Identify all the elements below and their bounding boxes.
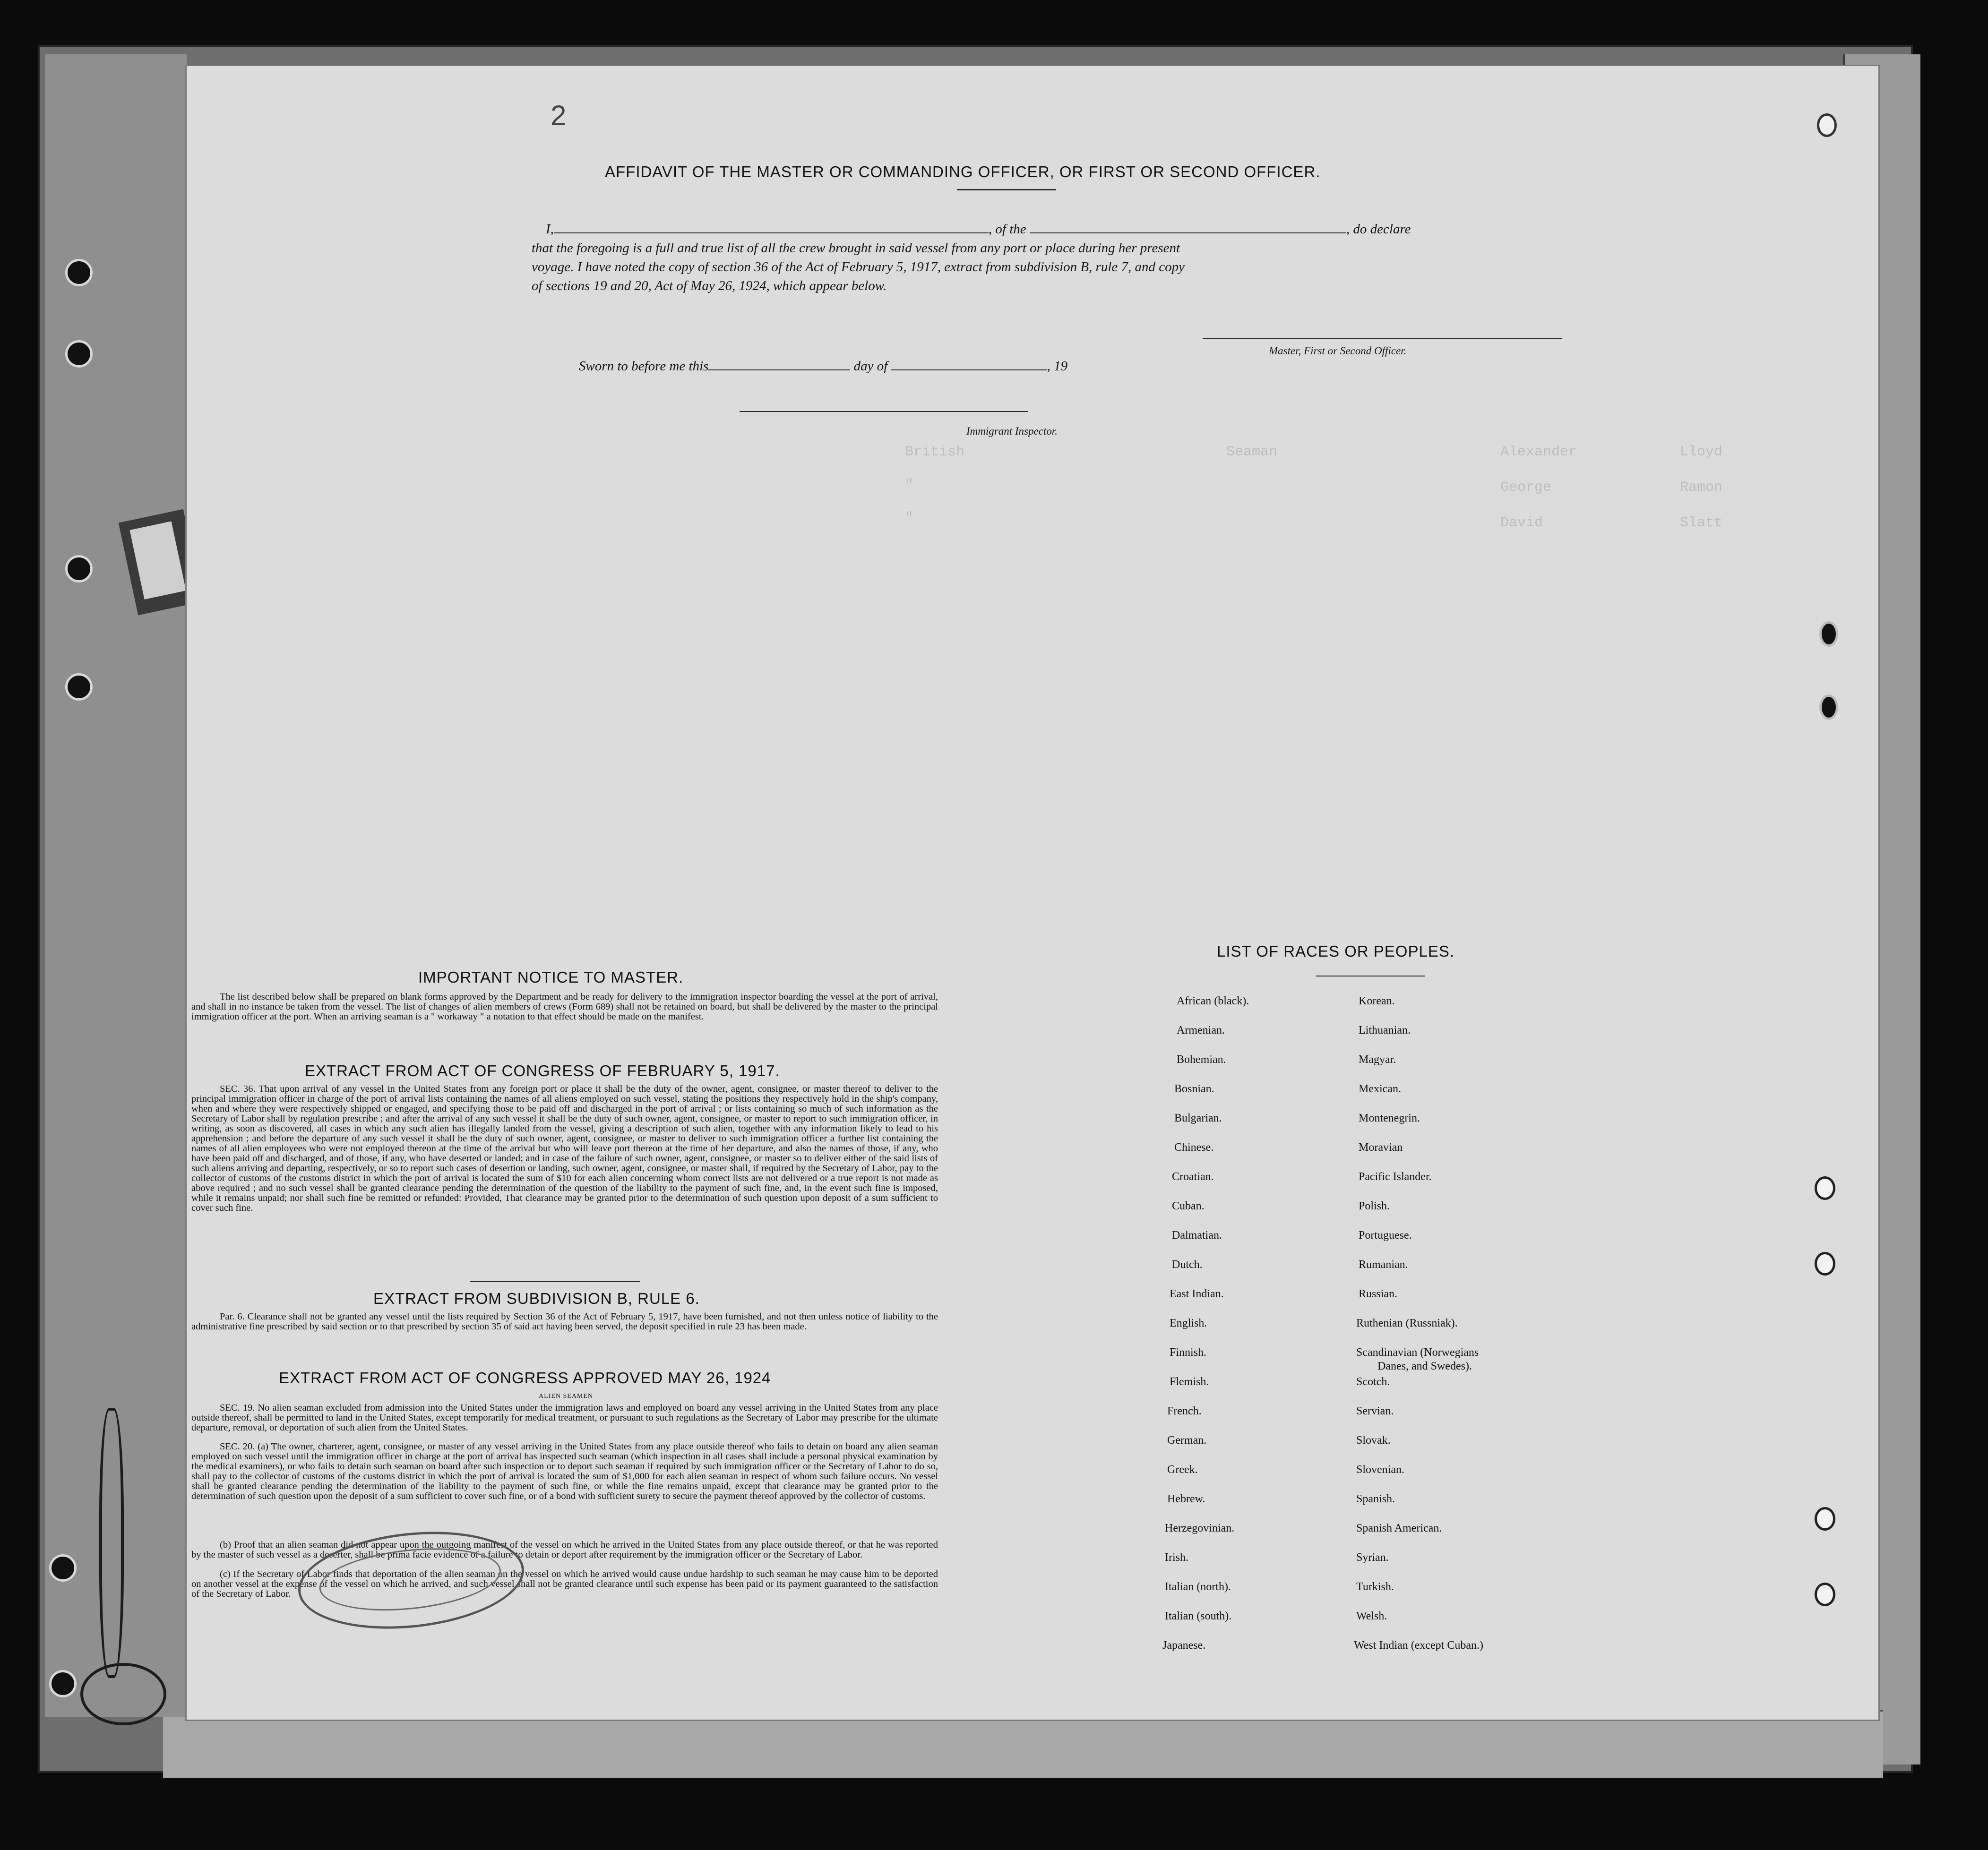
- page-number-mark: 2: [551, 100, 567, 131]
- race-item: Cuban.: [1172, 1200, 1205, 1212]
- binder-hole: [1815, 1252, 1835, 1276]
- document-sheet: [187, 66, 1878, 1720]
- race-item: Turkish.: [1356, 1581, 1394, 1593]
- binder-hole: [1815, 1176, 1835, 1200]
- race-item: English.: [1170, 1317, 1207, 1329]
- extract-1924-subtitle: ALIEN SEAMEN: [539, 1393, 594, 1400]
- race-item: Russian.: [1359, 1288, 1398, 1300]
- race-item: Armenian.: [1177, 1024, 1225, 1036]
- race-item: Rumanian.: [1359, 1259, 1408, 1271]
- race-item: German.: [1167, 1434, 1207, 1447]
- race-item: Italian (south).: [1165, 1610, 1232, 1622]
- race-item: Croatian.: [1172, 1171, 1214, 1183]
- affidavit-line-3: voyage. I have noted the copy of section 36 of the Act of February 5, 1917, extract from subdivision B, rule 7, and copy: [532, 259, 1185, 274]
- race-item: Welsh.: [1356, 1610, 1387, 1622]
- bleed-through-text: ": [905, 510, 914, 526]
- affidavit-declare: , do declare: [1346, 222, 1411, 237]
- binder-hole: [65, 340, 93, 368]
- race-item: Spanish American.: [1356, 1522, 1442, 1534]
- race-item: Magyar.: [1359, 1053, 1396, 1066]
- race-item: Scandinavian (Norwegians: [1356, 1346, 1479, 1359]
- binder-hole: [49, 1670, 77, 1697]
- race-item: West Indian (except Cuban.): [1354, 1639, 1483, 1652]
- race-item: Ruthenian (Russniak).: [1356, 1317, 1458, 1329]
- race-item: Mexican.: [1359, 1083, 1401, 1095]
- race-item: Moravian: [1359, 1141, 1403, 1154]
- affidavit-line-4: of sections 19 and 20, Act of May 26, 1924, which appear below.: [532, 278, 887, 293]
- affidavit-of-the: , of the: [988, 222, 1026, 237]
- race-item: French.: [1167, 1405, 1202, 1417]
- bleed-through-text: George: [1500, 480, 1552, 496]
- affidavit-i: I,: [546, 222, 554, 237]
- vessel-blank: [1030, 220, 1346, 233]
- race-item: Montenegrin.: [1359, 1112, 1420, 1124]
- divider: [957, 189, 1056, 190]
- race-item: Servian.: [1356, 1405, 1394, 1417]
- master-signature-label: Master, First or Second Officer.: [1269, 345, 1407, 357]
- race-item: Flemish.: [1170, 1376, 1209, 1388]
- race-item: Spanish.: [1356, 1493, 1395, 1505]
- divider: [470, 1281, 640, 1282]
- extract-1917-title: EXTRACT FROM ACT OF CONGRESS OF FEBRUARY 5, 1917.: [305, 1062, 780, 1079]
- race-item: Chinese.: [1174, 1141, 1214, 1154]
- race-item: Italian (north).: [1165, 1581, 1231, 1593]
- inspector-line: [740, 411, 1028, 412]
- bleed-through-text: Ramon: [1680, 480, 1723, 496]
- binding-string: [80, 1663, 166, 1725]
- binder-hole: [1819, 694, 1838, 720]
- sec-20a-text: SEC. 20. (a) The owner, charterer, agent, consignee, or master of any vessel arriving in the United States from any place outside thereof who fails to detain on board any alien seaman employed on such vessel until the immigration officer in charge at the port of arrival has inspected such seaman (which inspection in all cases shall include a personal physical examination by the medical examiners), or who fails to detain such seaman on board after such inspection or to deport such seaman if required by such immigration officer or the Secretary of Labor to do so, shall pay to the collector of customs of the customs district in which the port of arrival is located the sum of $1,000 for each alien seaman in respect of whom such failure occurs. No vessel shall be granted clearance pending the determination of the liability to the payment of such fine, or while the fine remains unpaid, except that clearance may be granted prior to the determination of such question upon the deposit of a sum sufficient to cover such fine, or of a bond with sufficient surety to secure the payment thereof approved by the collector of customs.: [191, 1441, 938, 1501]
- race-item: Lithuanian.: [1359, 1024, 1411, 1036]
- race-item: Dutch.: [1172, 1259, 1203, 1271]
- bleed-through-text: British: [905, 444, 965, 460]
- race-item: Japanese.: [1162, 1639, 1206, 1652]
- extract-1917-text: SEC. 36. That upon arrival of any vessel in the United States from any foreign port or place it shall be the duty of the owner, agent, consignee, or master thereof to deliver to the principal immigration officer in charge of the port of arrival lists containing the names of all aliens employed on such vessel, stating the positions they respectively hold in the ship's company, when and where they were respectively shipped or engaged, and specifying those to be paid off and discharged in the port of arrival ; or lists containing so much of such information as the Secretary of Labor shall by regulation prescribe ; and after the arrival of any such vessel it shall be the duty of such owner, agent, consignee, or master to report to such immigration officer, in writing, as soon as discovered, all cases in which any such alien has illegally landed from the vessel, giving a description of such alien, together with any information likely to lead to his apprehension ; and before the departure of any such vessel it shall be the duty of such owner, agent, consignee, or master to deliver to such immigration officer a further list containing the names of all alien employees who were not employed thereon at the time of the arrival but who will leave port thereon at the time of her departure, and also the names of those, if any, who have been paid off and discharged, and of those, if any, who have deserted or landed; and in case of the failure of such owner, agent, consignee, or master so to deliver either of the said lists of such aliens arriving and departing, respectively, or so to report such cases of desertion or landing, such owner, agent, consignee, or master shall, if required by the Secretary of Labor, pay to the collector of customs of the customs district in which the port of arrival is located the sum of $10 for each alien concerning whom correct lists are not delivered or a true report is not made as above required ; and no such vessel shall be granted clearance pending the determination of the question of the liability to the payment of such fine, and, in the event such fine is imposed, while it remains unpaid; nor shall such fine be remitted or refunded: Provided, That clearance may be granted prior to the determination of such question upon deposit of a sum sufficient to cover such fine.: [191, 1084, 938, 1213]
- race-item: Slovak.: [1356, 1434, 1391, 1447]
- affidavit-line-1: [546, 220, 1411, 239]
- race-item: Portuguese.: [1359, 1229, 1412, 1242]
- race-item: Greek.: [1167, 1464, 1198, 1476]
- binder-hole: [65, 673, 93, 701]
- signature-line: [1203, 338, 1562, 339]
- affidavit-line-2: that the foregoing is a full and true list of all the crew brought in said vessel from any port or place during her present: [532, 240, 1180, 256]
- race-item: Finnish.: [1170, 1346, 1207, 1359]
- races-title: LIST OF RACES OR PEOPLES.: [1217, 942, 1455, 960]
- bleed-through-text: Slatt: [1680, 515, 1723, 531]
- race-item: African (black).: [1177, 995, 1249, 1007]
- race-item: Herzegovinian.: [1165, 1522, 1235, 1534]
- binder-hole: [1815, 1507, 1835, 1531]
- notice-text: The list described below shall be prepared on blank forms approved by the Department and be ready for delivery to the immigration inspector boarding the vessel at the port of arrival, and shall in no instance be taken from the vessel. The list of changes of alien members of crews (Form 689) shall not be retained on board, but shall be delivered by the master to the principal immigration officer at the port. When an arriving seaman is a " workaway " a notation to that effect should be made on the manifest.: [191, 992, 938, 1022]
- binder-hole: [1819, 621, 1838, 647]
- race-item: Scotch.: [1356, 1376, 1390, 1388]
- race-item: Dalmatian.: [1172, 1229, 1222, 1242]
- binder-hole: [65, 259, 93, 286]
- race-item: Korean.: [1359, 995, 1395, 1007]
- bleed-through-text: Alexander: [1500, 444, 1577, 460]
- sec-20b-text: (b) Proof that an alien seaman did not appear upon the outgoing manifest of the vessel on which he arrived in the United States from any place outside thereof, or that he was reported by the master of such vessel as a deserter, shall be prima facie evidence of a failure to detain or deport after requirement by the immigration officer or the Secretary of Labor.: [191, 1540, 938, 1560]
- race-item: Bosnian.: [1174, 1083, 1214, 1095]
- sec-19-text: SEC. 19. No alien seaman excluded from admission into the United States under the immigration laws and employed on board any vessel arriving in the United States from any place outside thereof, shall be permitted to land in the United States, except temporarily for medical treatment, or pursuant to such regulations as the Secretary of Labor may prescribe for the ultimate departure, removal, or deportation of such alien from the United States.: [191, 1403, 938, 1433]
- race-item: Danes, and Swedes).: [1377, 1360, 1472, 1372]
- race-item: Syrian.: [1356, 1551, 1389, 1564]
- binder-hole: [1815, 1583, 1835, 1606]
- bleed-through-text: David: [1500, 515, 1543, 531]
- race-item: Slovenian.: [1356, 1464, 1404, 1476]
- race-item: East Indian.: [1170, 1288, 1224, 1300]
- binder-hole: [65, 555, 93, 582]
- notice-title: IMPORTANT NOTICE TO MASTER.: [418, 968, 684, 986]
- bleed-through-text: Seaman: [1226, 444, 1278, 460]
- extract-rule6-title: EXTRACT FROM SUBDIVISION B, RULE 6.: [373, 1290, 700, 1307]
- race-item: Bohemian.: [1177, 1053, 1226, 1066]
- bleed-through-text: ": [905, 477, 914, 493]
- extract-rule6-text: Par. 6. Clearance shall not be granted any vessel until the lists required by Section 36 of the Act of February 5, 1917, have been furnished, and not then unless notice of liability to the administrative fine prescribed by said section or to that prescribed by section 35 of said act having been served, the deposit specified in rule 23 has been made.: [191, 1311, 938, 1332]
- extract-1924-title: EXTRACT FROM ACT OF CONGRESS APPROVED MAY 26, 1924: [279, 1369, 771, 1387]
- inspector-label: Immigrant Inspector.: [966, 425, 1058, 437]
- page-stack-bottom: [163, 1710, 1883, 1778]
- affidavit-title: AFFIDAVIT OF THE MASTER OR COMMANDING OFFICER, OR FIRST OR SECOND OFFICER.: [605, 163, 1321, 180]
- sec-20c-text: (c) If the Secretary of Labor finds that deportation of the alien seaman on the vessel on which he arrived would cause undue hardship to such seaman he may cause him to be deported on another vessel at the expense of the vessel on which he arrived, and such vessel shall not be granted clearance until such expense has been paid or its payment guaranteed to the satisfaction of the Secretary of Labor.: [191, 1569, 938, 1599]
- race-item: Pacific Islander.: [1359, 1171, 1432, 1183]
- race-item: Bulgarian.: [1174, 1112, 1222, 1124]
- sworn-line: Sworn to before me this day of , 19: [579, 357, 1067, 376]
- binder-hole: [49, 1554, 77, 1582]
- binding-string: [99, 1408, 124, 1678]
- race-item: Irish.: [1165, 1551, 1188, 1564]
- name-blank: [554, 220, 989, 233]
- race-item: Hebrew.: [1167, 1493, 1205, 1505]
- race-item: Polish.: [1359, 1200, 1390, 1212]
- bleed-through-text: Lloyd: [1680, 444, 1723, 460]
- binder-hole: [1817, 113, 1837, 137]
